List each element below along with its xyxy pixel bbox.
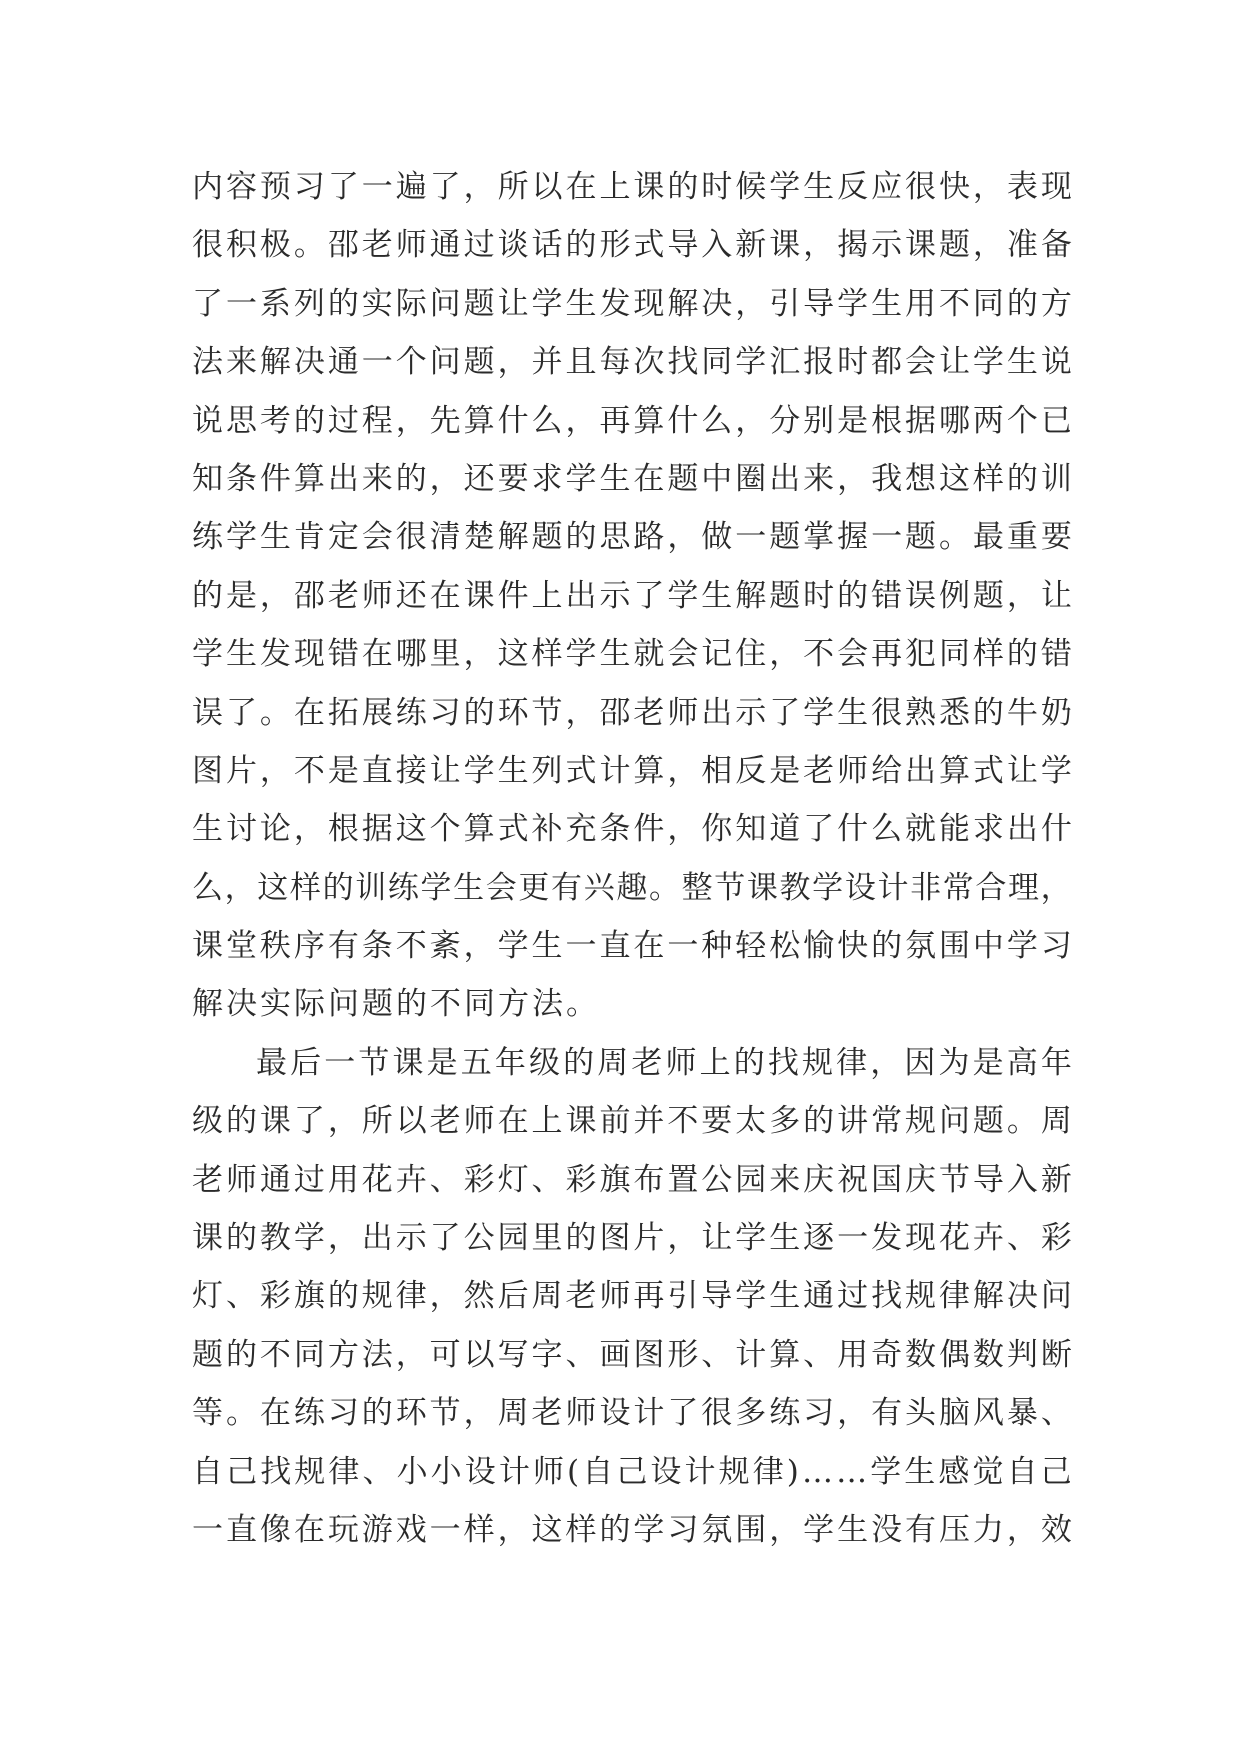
text-line: 最 后 一 节 课 是 五 年 级 的 周 老 师 上 的 找 规 律 ， 因 为 是 高 年 <box>256 1044 1072 1081</box>
text-line: 题 的 不 同 方 法 ， 可 以 写 字 、 画 图 形 、 计 算 、 用 奇 数 偶 数 判 断 <box>192 1336 1072 1373</box>
text-line: 自 己 找 规 律 、 小 小 设 计 师 ( 自 己 设 计 规 律 ) … … 学 生 感 觉 自 己 <box>192 1453 1072 1490</box>
text-line: 内 容 预 习 了 一 遍 了 ， 所 以 在 上 课 的 时 候 学 生 反 应 很 快 ， 表 现 <box>192 169 1072 205</box>
paragraph <box>192 1034 1072 1560</box>
document-body <box>192 158 1072 1559</box>
text-line: 一 直 像 在 玩 游 戏 一 样 ， 这 样 的 学 习 氛 围 ， 学 生 没 有 压 力 ， 效 <box>192 1511 1072 1548</box>
text-line: 法 来 解 决 通 一 个 问 题 ， 并 且 每 次 找 同 学 汇 报 时 都 会 让 学 生 说 <box>192 344 1072 381</box>
text-line: 图 片 ， 不 是 直 接 让 学 生 列 式 计 算 ， 相 反 是 老 师 给 出 算 式 让 学 <box>192 752 1072 789</box>
text-line: 学 生 发 现 错 在 哪 里 ， 这 样 学 生 就 会 记 住 ， 不 会 再 犯 同 样 的 错 <box>192 636 1072 673</box>
text-line: 很 积 极 。 邵 老 师 通 过 谈 话 的 形 式 导 入 新 课 ， 揭 示 课 题 ， 准 备 <box>192 227 1072 264</box>
text-line: 级 的 课 了 ， 所 以 老 师 在 上 课 前 并 不 要 太 多 的 讲 常 规 问 题 。 周 <box>192 1103 1072 1140</box>
text-line: 老 师 通 过 用 花 卉 、 彩 灯 、 彩 旗 布 置 公 园 来 庆 祝 国 庆 节 导 入 新 <box>192 1161 1072 1198</box>
text-line: 练 学 生 肯 定 会 很 清 楚 解 题 的 思 路 ， 做 一 题 掌 握 一 题 。 最 重 要 <box>192 519 1072 556</box>
paragraph <box>192 158 1072 1034</box>
text-line: 课 的 教 学 ， 出 示 了 公 园 里 的 图 片 ， 让 学 生 逐 一 发 现 花 卉 、 彩 <box>192 1220 1072 1257</box>
text-line: 课 堂 秩 序 有 条 不 紊 ， 学 生 一 直 在 一 种 轻 松 愉 快 的 氛 围 中 学 习 <box>192 928 1072 965</box>
text-line: 等 。 在 练 习 的 环 节 ， 周 老 师 设 计 了 很 多 练 习 ， 有 头 脑 风 暴 、 <box>192 1395 1072 1432</box>
text-line: 生 讨 论 ， 根 据 这 个 算 式 补 充 条 件 ， 你 知 道 了 什 么 就 能 求 出 什 <box>192 811 1072 848</box>
text-line: 灯 、 彩 旗 的 规 律 ， 然 后 周 老 师 再 引 导 学 生 通 过 找 规 律 解 决 问 <box>192 1278 1072 1315</box>
text-line: 说 思 考 的 过 程 ， 先 算 什 么 ， 再 算 什 么 ， 分 别 是 根 据 哪 两 个 已 <box>192 402 1072 439</box>
text-line: 的 是 ， 邵 老 师 还 在 课 件 上 出 示 了 学 生 解 题 时 的 错 误 例 题 ， 让 <box>192 577 1072 614</box>
text-line: 解决实际问题的不同方法。 <box>192 986 600 1023</box>
text-line: 知 条 件 算 出 来 的 ， 还 要 求 学 生 在 题 中 圈 出 来 ， 我 想 这 样 的 训 <box>192 460 1072 497</box>
text-line: 误 了 。 在 拓 展 练 习 的 环 节 ， 邵 老 师 出 示 了 学 生 很 熟 悉 的 牛 奶 <box>192 694 1072 731</box>
text-line: 么 ， 这 样 的 训 练 学 生 会 更 有 兴 趣 。 整 节 课 教 学 设 计 非 常 合 理 ， <box>192 869 1072 906</box>
text-line: 了 一 系 列 的 实 际 问 题 让 学 生 发 现 解 决 ， 引 导 学 生 用 不 同 的 方 <box>192 285 1072 322</box>
